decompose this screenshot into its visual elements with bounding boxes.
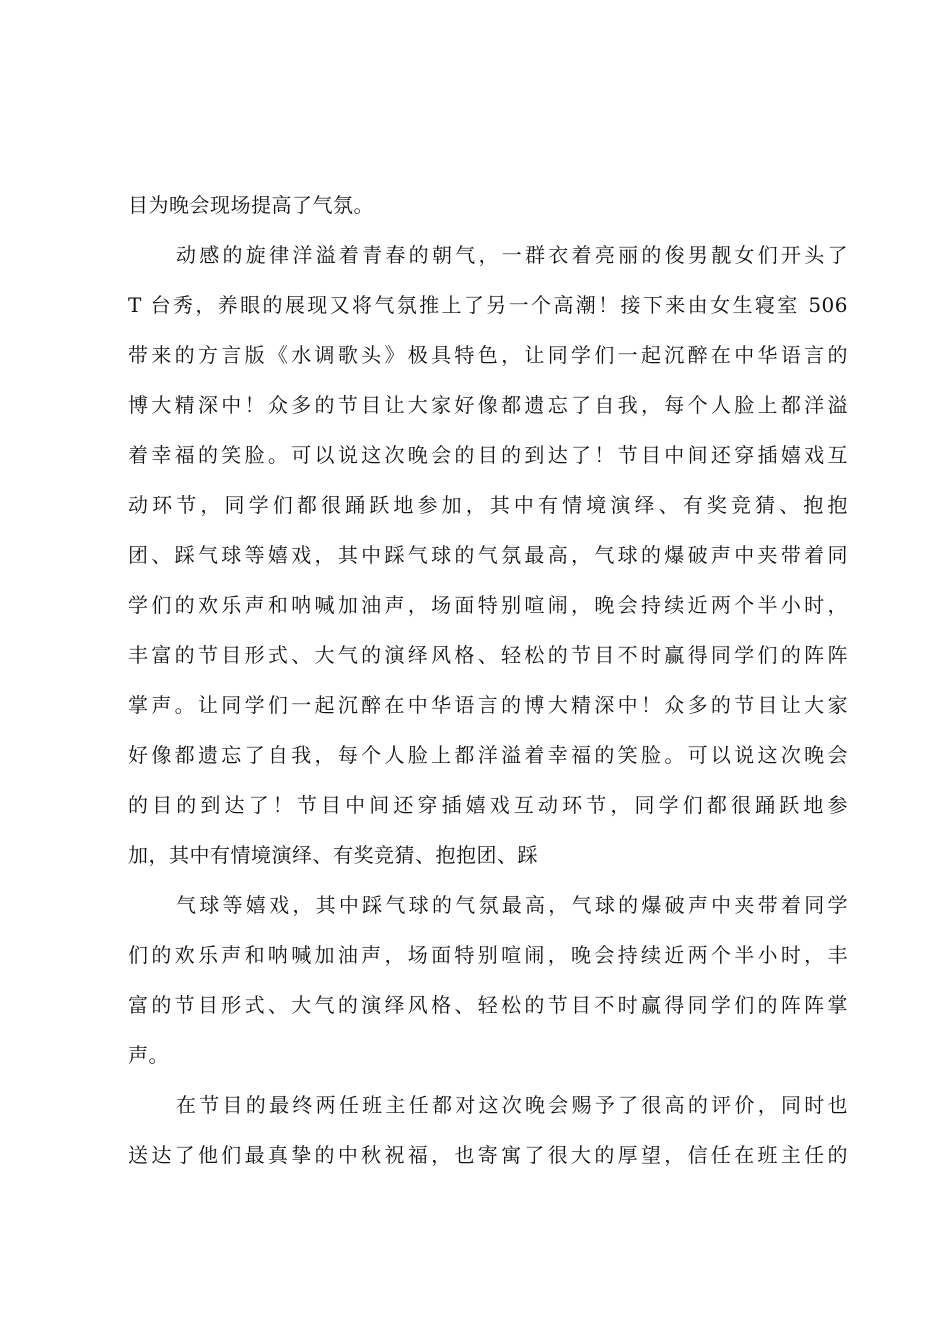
text-line: 带来的方言版《水调歌头》极具特色，让同学们一起沉醉在中华语言的	[128, 343, 848, 367]
text-line: 们的欢乐声和呐喊加油声，场面特别喧闹，晚会持续近两个半小时，丰	[128, 943, 848, 967]
text-line: 学们的欢乐声和呐喊加油声，场面特别喧闹，晚会持续近两个半小时，	[128, 593, 848, 617]
text-line: 的目的到达了！节目中间还穿插嬉戏互动环节，同学们都很踊跃地参	[128, 793, 848, 817]
text-line: 声。	[128, 1043, 169, 1067]
text-line: 好像都遗忘了自我，每个人脸上都洋溢着幸福的笑脸。可以说这次晚会	[128, 743, 848, 767]
text-line: 着幸福的笑脸。可以说这次晚会的目的到达了！节目中间还穿插嬉戏互	[128, 443, 848, 467]
text-line: 丰富的节目形式、大气的演绎风格、轻松的节目不时赢得同学们的阵阵	[128, 643, 848, 667]
text-line: 富的节目形式、大气的演绎风格、轻松的节目不时赢得同学们的阵阵掌	[128, 993, 848, 1017]
text-line: 博大精深中！众多的节目让大家好像都遗忘了自我，每个人脸上都洋溢	[128, 393, 848, 417]
text-line: 动环节，同学们都很踊跃地参加，其中有情境演绎、有奖竞猜、抱抱	[128, 493, 848, 517]
text-line: 在节目的最终两任班主任都对这次晚会赐予了很高的评价，同时也	[176, 1093, 848, 1117]
text-line: 目为晚会现场提高了气氛。	[128, 193, 374, 217]
text-line: 动感的旋律洋溢着青春的朝气，一群衣着亮丽的俊男靓女们开头了	[176, 243, 848, 267]
text-line: 团、踩气球等嬉戏，其中踩气球的气氛最高，气球的爆破声中夹带着同	[128, 543, 848, 567]
text-line: 加，其中有情境演绎、有奖竞猜、抱抱团、踩	[128, 843, 538, 867]
text-line: 气球等嬉戏，其中踩气球的气氛最高，气球的爆破声中夹带着同学	[176, 893, 848, 917]
text-line: T 台秀，养眼的展现又将气氛推上了另一个高潮！接下来由女生寝室 506	[128, 293, 848, 317]
text-line: 送达了他们最真挚的中秋祝福，也寄寓了很大的厚望，信任在班主任的	[128, 1143, 848, 1167]
text-line: 掌声。让同学们一起沉醉在中华语言的博大精深中！众多的节目让大家	[128, 693, 848, 717]
